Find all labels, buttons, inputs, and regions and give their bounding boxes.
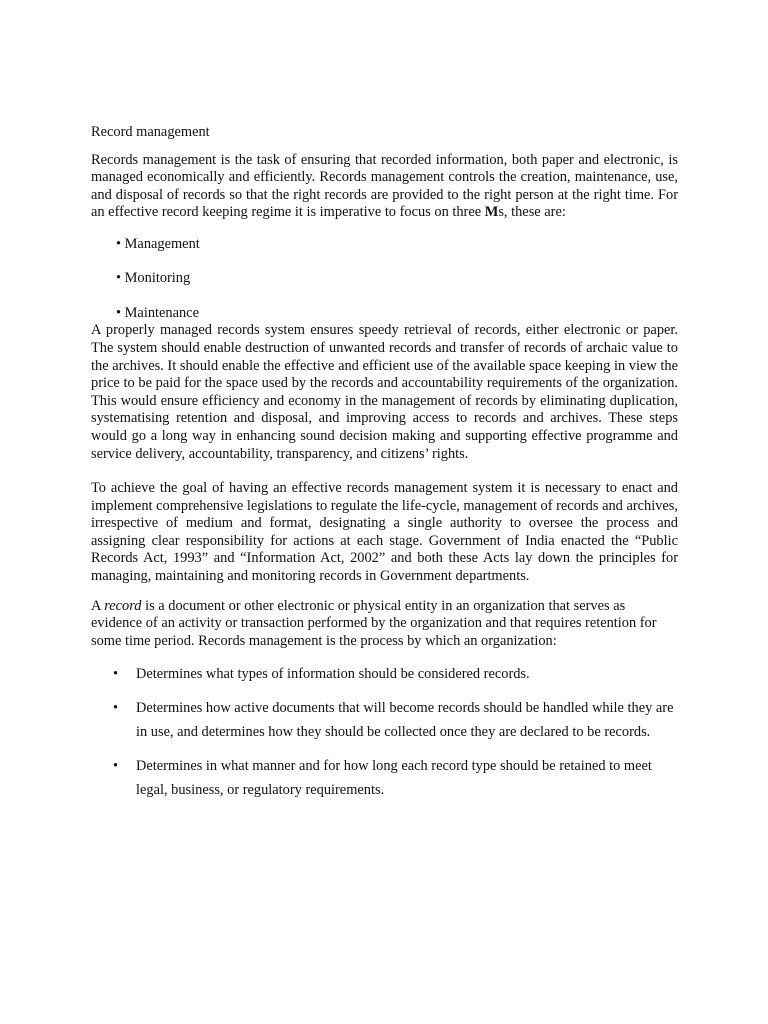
three-ms-list — [91, 236, 678, 322]
list-item — [91, 662, 678, 687]
list-item — [91, 696, 678, 745]
definition-rest: is a document or other electronic or physical entity in an organization that serves as evidence of an activity or transaction performed by the organization and that requires retention for some time period. Records management is the process by which an organization: — [91, 597, 657, 649]
bullet-text: Determines how active documents that will become records should be handled while they are in use, and determines how they should be collected once they are declared to be records. — [136, 699, 674, 741]
ms-item-management: • Management — [116, 235, 200, 252]
bullet-text: Determines what types of information should be considered records. — [136, 666, 530, 683]
intro-bold-m: M — [484, 204, 499, 221]
paragraph-record-definition — [91, 598, 678, 651]
ms-item-monitoring: • Monitoring — [116, 270, 191, 287]
bullet-icon: • — [113, 757, 119, 774]
intro-paragraph — [91, 152, 678, 222]
paragraph-legislation: To achieve the goal of having an effective records management system it is necessary to enact and implement comprehensive legislations to regulate the life-cycle, management of records and archives, irrespective of medium and format, designating a single authority to oversee the process and assigning clear responsibility for actions at each stage. Government of India enacted the “Public Records Act, 1993” and “Information Act, 2002” and both these Acts lay down the principles for managing, maintaining and monitoring records in Government departments. — [91, 480, 678, 585]
document-body — [91, 124, 678, 812]
intro-tail: s, these are: — [498, 204, 566, 221]
list-item — [91, 754, 678, 803]
paragraph-records-system: A properly managed records system ensures speedy retrieval of records, either electronic or paper. The system should enable destruction of unwanted records and transfer of records of archaic value to the archives. It should enable the effective and efficient use of the available space keeping in view the price to be paid for the space used by the records and accountability requirements of the organization. This would ensure efficiency and economy in the management of records by eliminating duplication, systematising retention and disposal, and improving access to records and archives. These steps would go a long way in enhancing sound decision making and supporting effective programme and service delivery, accountability, transparency, and citizens’ rights. — [91, 322, 678, 462]
document-title: Record management — [91, 124, 210, 140]
intro-text: Records management is the task of ensuring that recorded information, both paper and electronic, is managed economically and efficiently. Records management controls the creation, maintenance, use, and disposal of records so that the right records are provided to the right person at the right time. For an effective record keeping regime it is imperative to focus on three — [91, 151, 678, 221]
definition-italic-record: record — [104, 597, 142, 614]
bullet-icon: • — [113, 699, 119, 716]
ms-item-maintenance: • Maintenance — [116, 304, 199, 321]
process-bullet-list — [91, 662, 678, 803]
definition-lead: A — [91, 597, 105, 614]
bullet-text: Determines in what manner and for how long each record type should be retained to meet legal, business, or regulatory requirements. — [136, 757, 652, 799]
bullet-icon: • — [113, 666, 119, 683]
